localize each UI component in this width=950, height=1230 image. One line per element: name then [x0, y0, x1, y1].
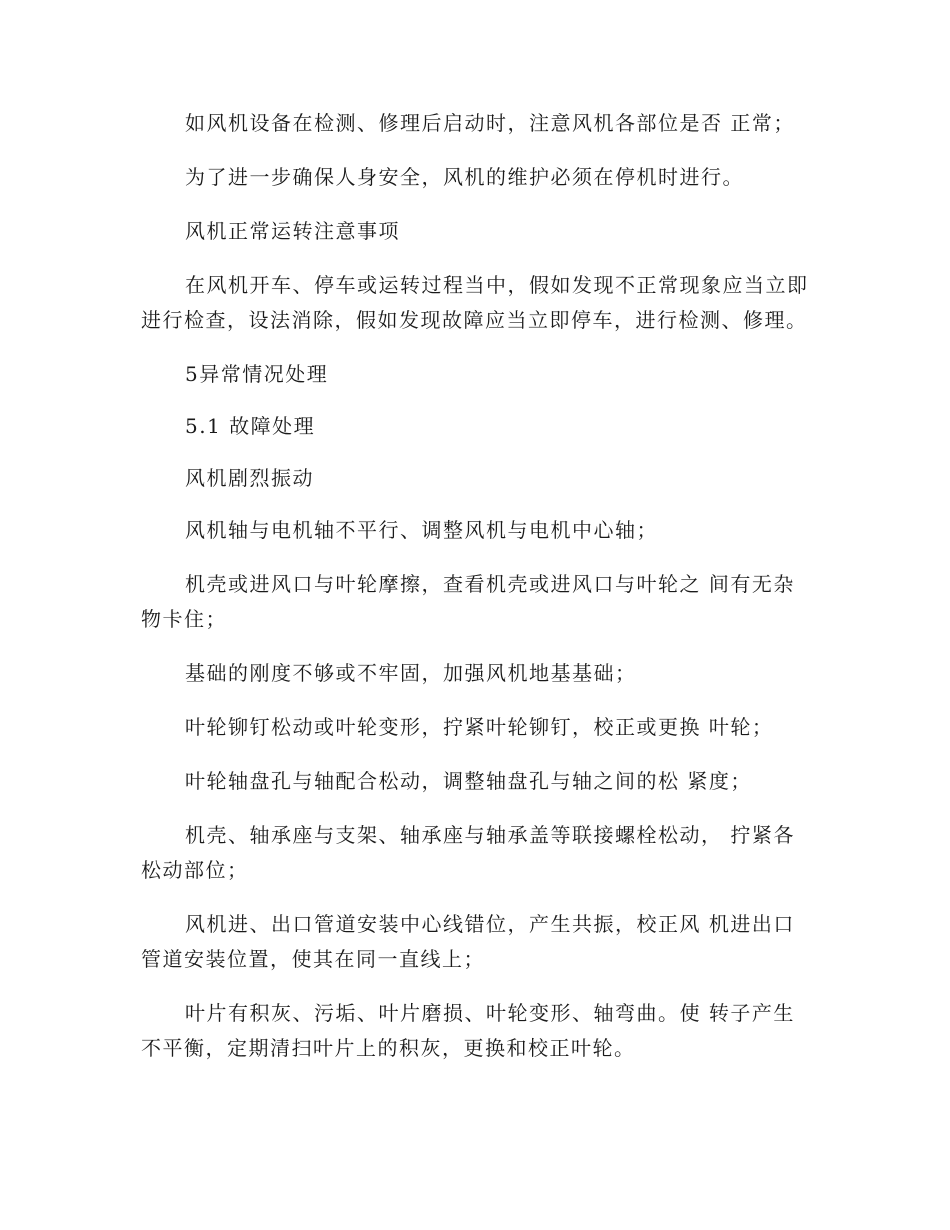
heading-severe-vibration: 风机剧烈振动 — [185, 466, 314, 490]
heading-section-5-1: 5.1 故障处理 — [185, 414, 316, 438]
paragraph-casing-friction: 机壳或进风口与叶轮摩擦，查看机壳或进风口与叶轮之 间有无杂物卡住； — [141, 572, 795, 631]
paragraph-bolts-loose: 机壳、轴承座与支架、轴承座与轴承盖等联接螺栓松动， 拧紧各松动部位； — [141, 823, 795, 882]
paragraph-rivet-loose: 叶轮铆钉松动或叶轮变形，拧紧叶轮铆钉，校正或更换 叶轮； — [185, 715, 774, 739]
paragraph-hub-fit: 叶轮轴盘孔与轴配合松动，调整轴盘孔与轴之间的松 紧度； — [185, 769, 752, 793]
paragraph-pipe-misalignment: 风机进、出口管道安装中心线错位，产生共振，校正风 机进出口管道安装位置，使其在同一直线上； — [141, 912, 795, 971]
paragraph-safety-maintenance: 为了进一步确保人身安全，风机的维护必须在停机时进行。 — [185, 165, 744, 189]
heading-section-5: 5异常情况处理 — [185, 362, 329, 386]
heading-normal-operation: 风机正常运转注意事项 — [185, 219, 400, 243]
paragraph-abnormal-phenomena: 在风机开车、停车或运转过程当中，假如发现不正常现象应当立即 进行检查，设法消除，假如发现故障应当立即停车，进行检测、修理。 — [141, 273, 809, 332]
paragraph-blade-imbalance: 叶片有积灰、污垢、叶片磨损、叶轮变形、轴弯曲。使 转子产生不平衡，定期清扫叶片上的积灰，更换和校正叶轮。 — [141, 1001, 795, 1060]
document-body — [141, 106, 811, 1085]
paragraph-foundation: 基础的刚度不够或不牢固，加强风机地基基础； — [185, 661, 637, 685]
paragraph-shaft-misalignment: 风机轴与电机轴不平行、调整风机与电机中心轴； — [185, 518, 658, 542]
paragraph-restart-check: 如风机设备在检测、修理后启动时，注意风机各部位是否 正常； — [185, 111, 795, 135]
